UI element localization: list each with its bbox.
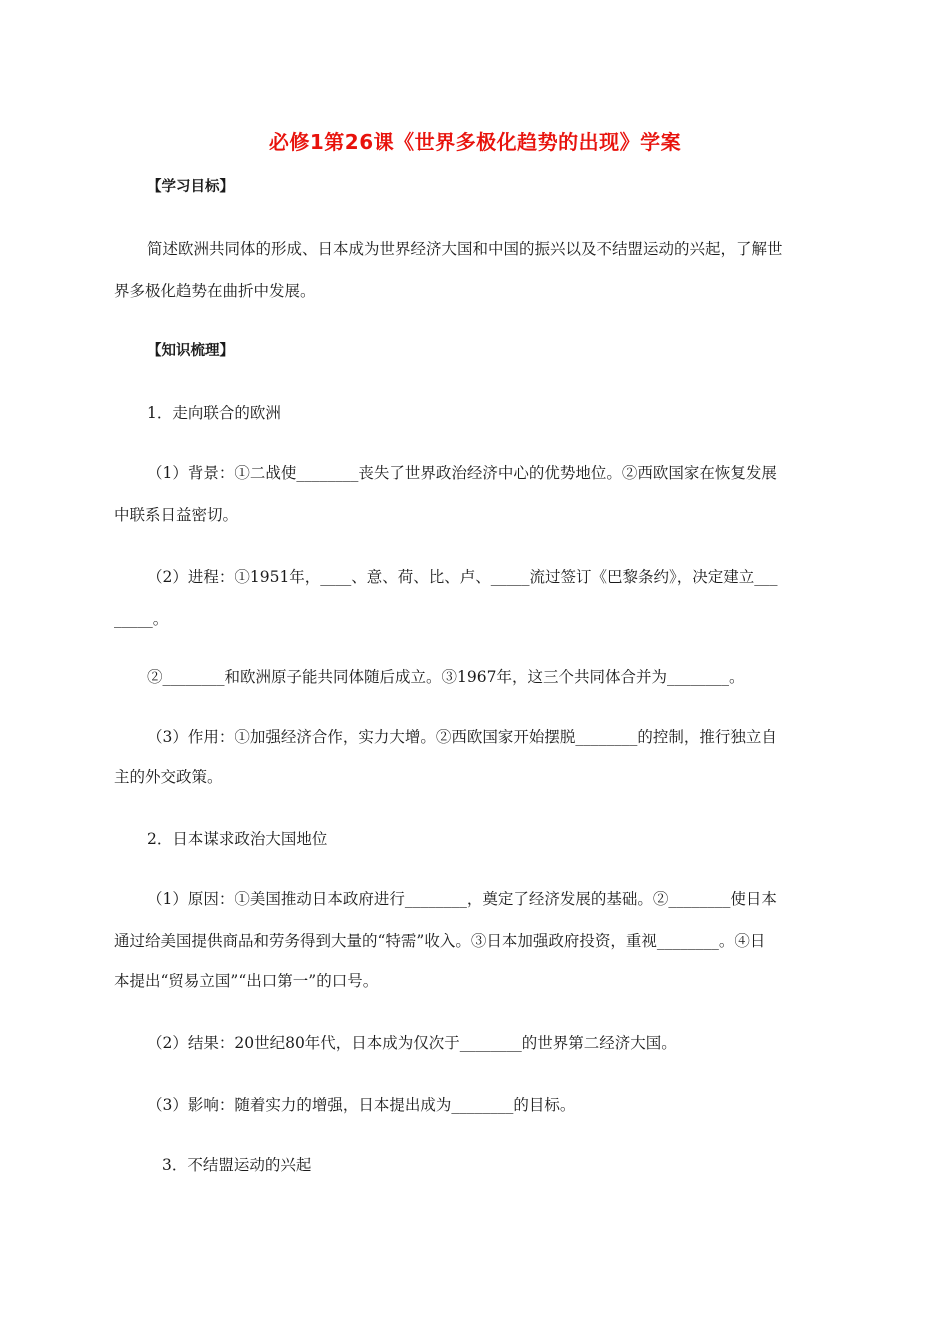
part2-result-line: （2）结果：20世纪80年代，日本成为仅次于________的世界第二经济大国。 — [147, 1034, 677, 1052]
part2-cause-line-3: 本提出“贸易立国”“出口第一”的口号。 — [114, 972, 379, 990]
learning-goals-text-line-2: 界多极化趋势在曲折中发展。 — [114, 282, 316, 300]
part1-process-line-1: （2）进程：①1951年，____、意、荷、比、卢、_____流过签订《巴黎条约》，决定建立___ — [147, 568, 778, 586]
part1-effect-line-1: （3）作用：①加强经济合作，实力大增。②西欧国家开始摆脱________的控制，推行独立自 — [147, 728, 777, 746]
part1-effect-line-2: 主的外交政策。 — [114, 768, 223, 786]
part2-heading: 2．日本谋求政治大国地位 — [147, 830, 328, 848]
part1-background-line-1: （1）背景：①二战使________丧失了世界政治经济中心的优势地位。②西欧国家在恢复发展 — [147, 464, 777, 482]
part2-cause-line-1: （1）原因：①美国推动日本政府进行________，奠定了经济发展的基础。②________使日本 — [147, 890, 777, 908]
knowledge-review-heading: 【知识梳理】 — [147, 343, 234, 359]
part1-process-line-2: _____。 — [114, 610, 169, 628]
part1-process-line-3: ②________和欧洲原子能共同体随后成立。③1967年，这三个共同体合并为________。 — [147, 668, 745, 686]
learning-goals-text-line-1: 简述欧洲共同体的形成、日本成为世界经济大国和中国的振兴以及不结盟运动的兴起，了解世 — [147, 240, 783, 258]
part1-heading: 1．走向联合的欧洲 — [147, 404, 281, 422]
part2-impact-line: （3）影响：随着实力的增强，日本提出成为________的目标。 — [147, 1096, 576, 1114]
learning-goals-heading: 【学习目标】 — [147, 179, 234, 195]
document-title: 必修1第26课《世界多极化趋势的出现》学案 — [268, 130, 682, 154]
part1-background-line-2: 中联系日益密切。 — [114, 506, 239, 524]
part2-cause-line-2: 通过给美国提供商品和劳务得到大量的“特需”收入。③日本加强政府投资，重视________。④日 — [114, 932, 766, 950]
part3-heading: 3．不结盟运动的兴起 — [162, 1156, 312, 1174]
